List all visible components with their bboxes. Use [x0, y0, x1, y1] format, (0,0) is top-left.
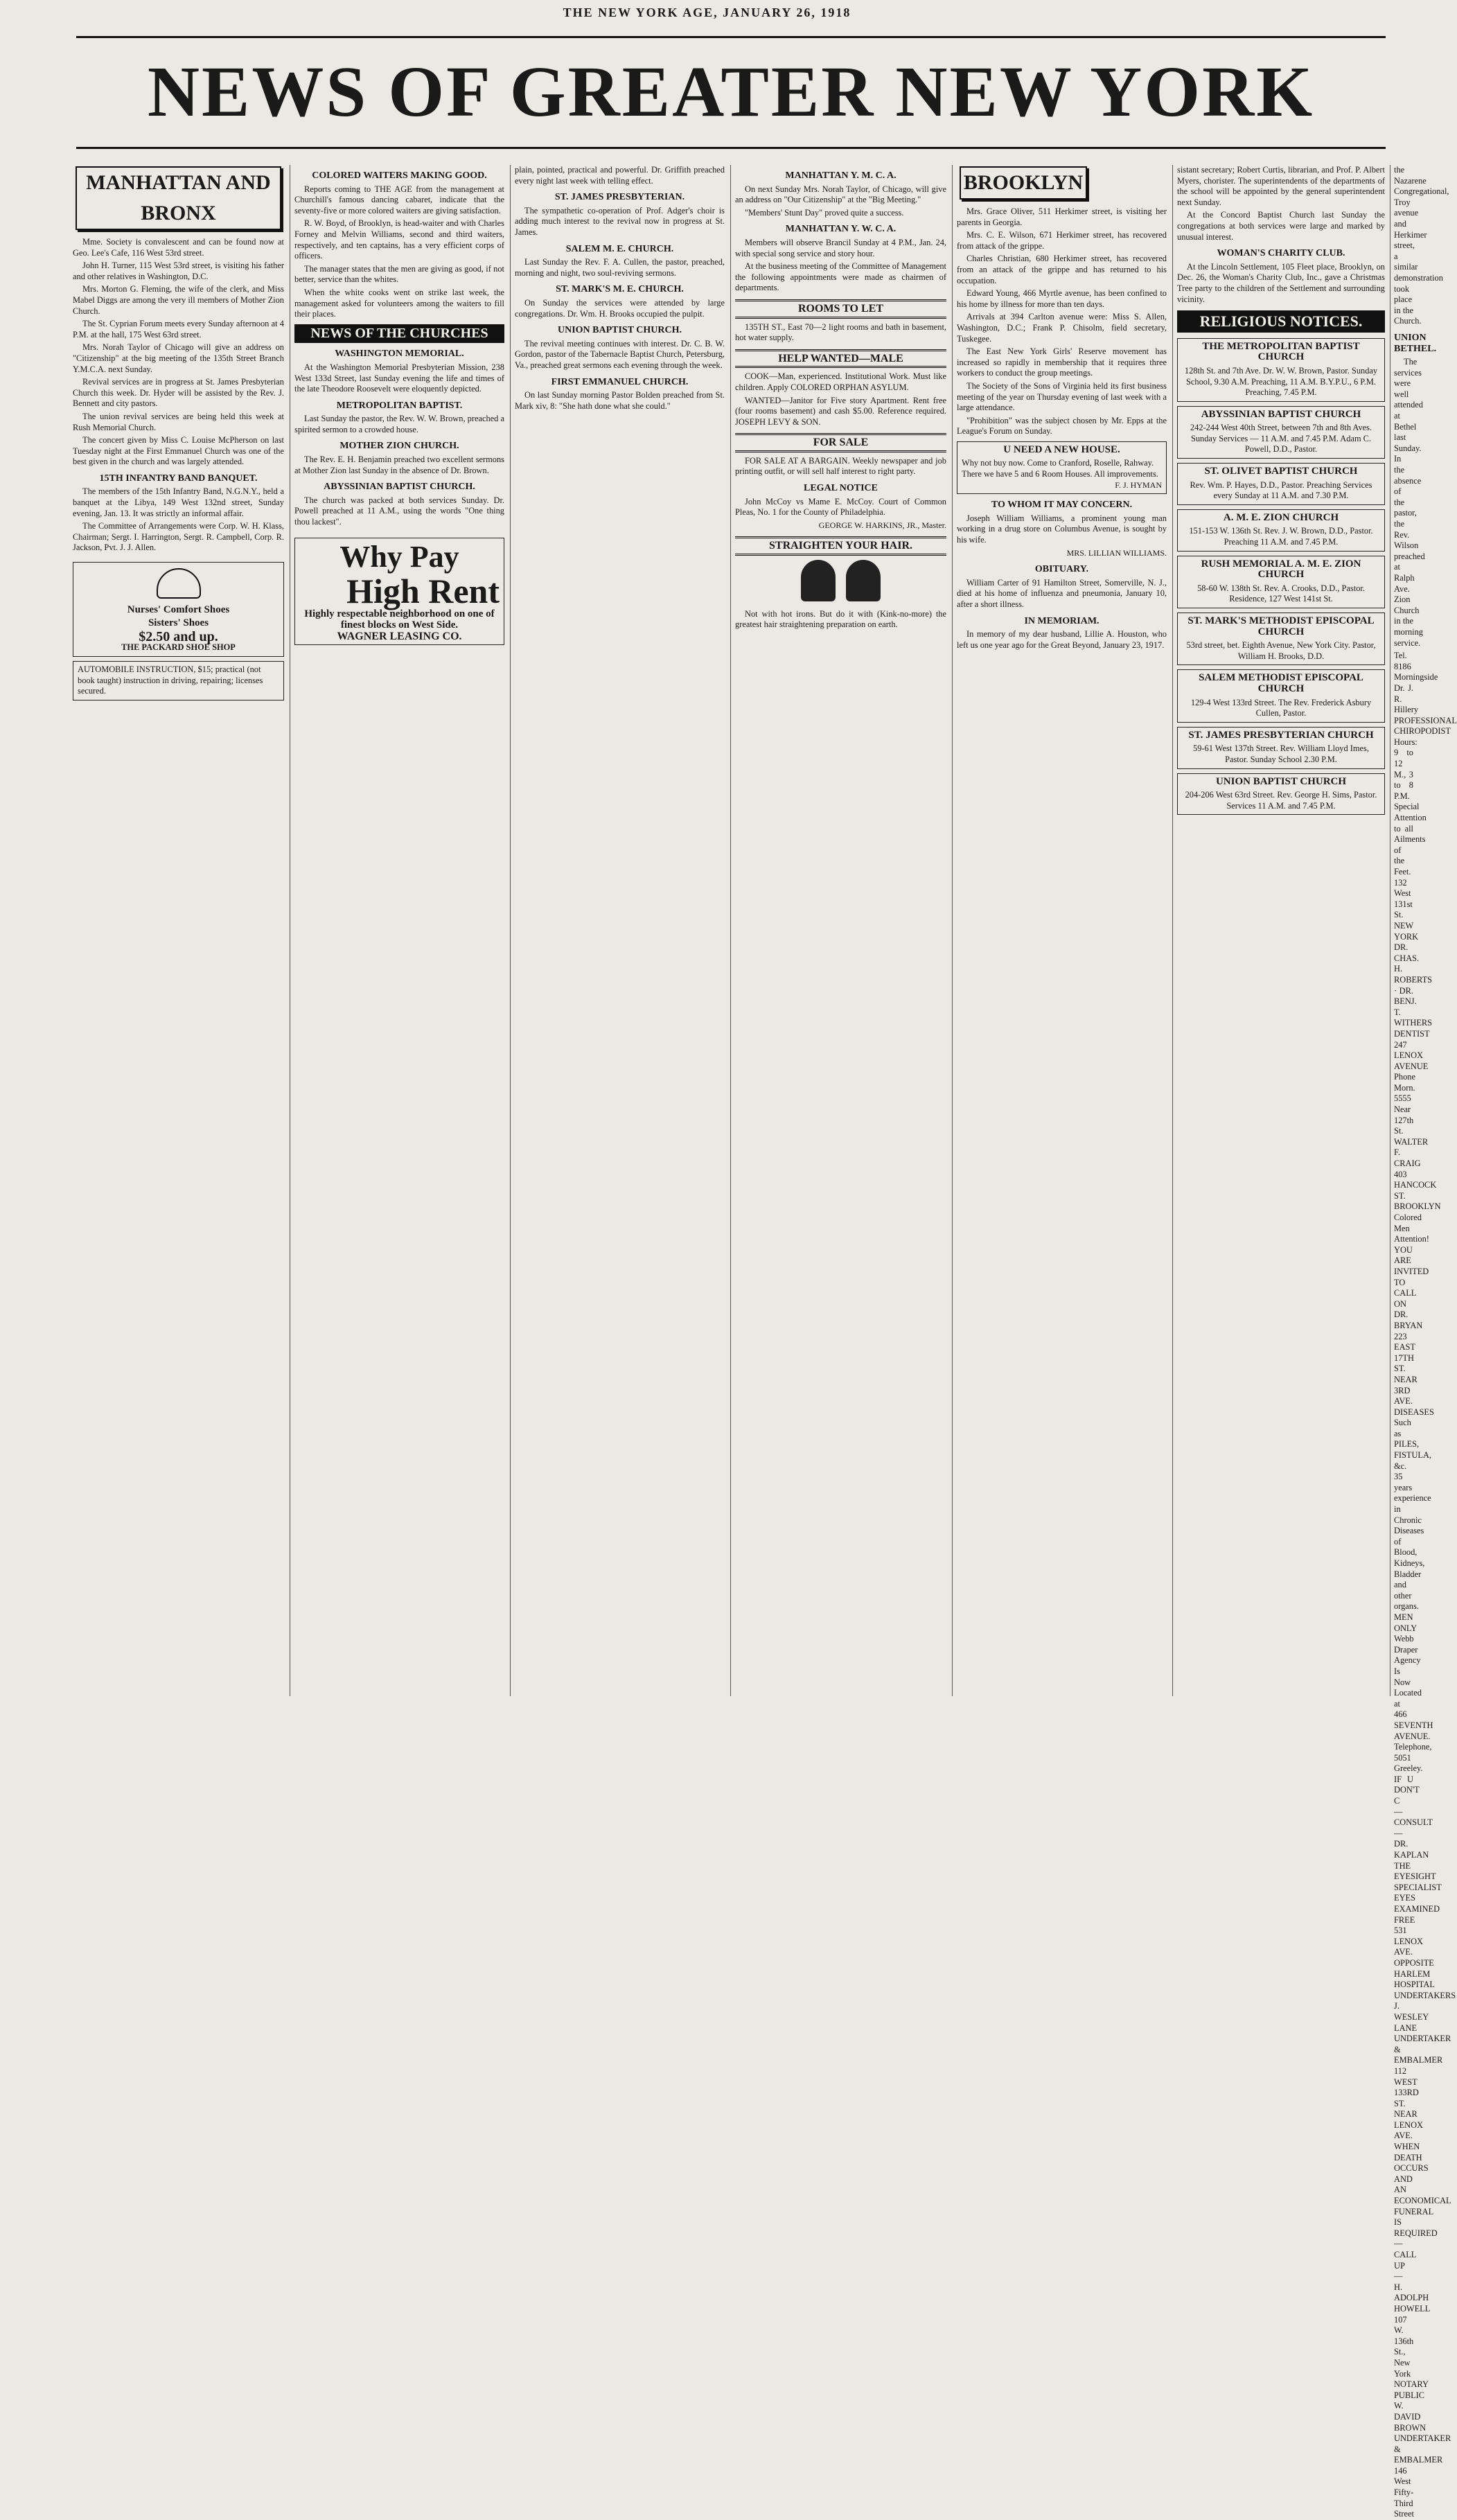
- religious-notices-banner: RELIGIOUS NOTICES.: [1177, 310, 1385, 333]
- article-text: When the white cooks went on strike last week, the management asked for volunteers among the waiters to fill their places.: [294, 287, 504, 319]
- ad-brown-address: 146 West Fifty-Third Street: [1394, 2465, 1414, 2519]
- church-notice-text: 129-4 West 133rd Street. The Rev. Frederick Asbury Cullen, Pastor.: [1190, 697, 1372, 719]
- article-text: The Committee of Arrangements were Corp. W. H. Klass, Chairman; Sergt. I. Harrington, Sergt. R. Campbell, Corp. R. Jackson, Pvt. J. J. Allen.: [73, 521, 284, 553]
- ad-dentist-names: DR. CHAS. H. ROBERTS · DR. BENJ. T. WITHERS: [1394, 942, 1433, 1028]
- church-notice-text: 58-60 W. 138th St. Rev. A. Crooks, D.D., Pastor. Residence, 127 West 141st St.: [1197, 583, 1365, 604]
- ad-dentist-address: 247 LENOX AVENUE: [1394, 1039, 1429, 1071]
- section-heading-undertakers: UNDERTAKERS: [1394, 1990, 1456, 2000]
- classified-heading-for-sale: FOR SALE: [735, 433, 946, 452]
- ad-kaplan-address: 531 LENOX AVE.: [1394, 1926, 1423, 1957]
- article-text: R. W. Boyd, of Brooklyn, is head-waiter and with Charles Forney and Melvin Williams, second and third waiters, respectively, and ten captains, has a very efficient corps of officers.: [294, 218, 504, 261]
- ad-kaplan-opposite: OPPOSITE HARLEM HOSPITAL: [1394, 1957, 1435, 1990]
- ad-howell-top: WHEN DEATH OCCURS AND AN ECONOMICAL FUNERAL IS REQUIRED —CALL UP—: [1394, 2142, 1451, 2282]
- ad-howell-address: 107 W. 136th St., New York: [1394, 2314, 1414, 2379]
- classified-text: WANTED—Janitor for Five story Apartment. Rent free (four rooms basement) and cash $5.00. Reference required. JOSEPH LEVY & SON.: [735, 395, 946, 427]
- church-notice-title: SALEM METHODIST EPISCOPAL CHURCH: [1199, 672, 1363, 694]
- masthead-rule-top: [76, 36, 1386, 38]
- church-notice-text: 128th St. and 7th Ave. Dr. W. W. Brown, Pastor. Sunday School, 9.30 A.M. Preaching, 11 A.M. B.Y.P.U., 6 P.M. Preaching, 7.45 P.M.: [1184, 365, 1378, 398]
- article-heading: ST. MARK'S M. E. CHURCH.: [556, 284, 684, 295]
- article-text: The church was packed at both services Sunday. Dr. Powell preached at 11 A.M., using the words "One thing thou lackest".: [294, 495, 504, 527]
- article-heading: MANHATTAN Y. M. C. A.: [785, 170, 897, 181]
- masthead-rule-bottom: [76, 147, 1386, 149]
- memoriam-heading: IN MEMORIAM.: [1024, 615, 1100, 626]
- ad-lane-title: UNDERTAKER & EMBALMER: [1394, 2034, 1451, 2065]
- ad-signature: F. J. HYMAN: [1115, 479, 1162, 490]
- article-text: Revival services are in progress at St. James Presbyterian Church this week. Dr. Hyder will be assisted by the Rev. J. Bennett and city pastors.: [73, 377, 284, 409]
- church-notice: [1177, 727, 1385, 769]
- ad-text: AUTOMOBILE INSTRUCTION, $15; practical (not book taught) instruction in driving, repairing; licenses secured.: [78, 664, 263, 696]
- article-text: Reports coming to THE AGE from the management at Churchill's famous dancing cabaret, indicate that the seventy-five or more colored waiters are giving satisfaction.: [294, 184, 504, 215]
- obituary-heading: OBITUARY.: [1034, 564, 1089, 575]
- church-notice-title: RUSH MEMORIAL A. M. E. ZION CHURCH: [1201, 558, 1361, 581]
- article-text: The concert given by Miss C. Louise McPherson on last Tuesday night at the First Emmanuel Church was one of the best given in the church and was largely attended.: [73, 435, 284, 467]
- article-text: Charles Christian, 680 Herkimer street, has recovered from an attack of the grippe and has returned to his occupation.: [957, 254, 1167, 285]
- classified-text: COOK—Man, experienced. Institutional Work. Must like children. Apply COLORED ORPHAN ASYLUM.: [735, 371, 946, 392]
- church-notice-text: 242-244 West 40th Street, between 7th and 8th Aves. Sunday Services — 11 A.M. and 7.45 P.M. Adam C. Powell, D.D., Pastor.: [1190, 423, 1372, 455]
- column-rule: [730, 165, 731, 1696]
- column-rule: [510, 165, 511, 1696]
- section-banner-churches: NEWS OF THE CHURCHES: [294, 324, 504, 344]
- ad-chiropodist-text: Hours: 9 to 12 M., 3 to 8 P.M. Special Attention to all Ailments of the Feet. 132 West 131st St. NEW YORK: [1394, 737, 1427, 942]
- ad-illustration: [735, 560, 946, 605]
- ad-bryan-address: 223 EAST 17TH ST. NEAR 3RD AVE.: [1394, 1331, 1418, 1407]
- column-rule: [1172, 165, 1173, 1696]
- ad-bryan-name: DR. BRYAN: [1394, 1310, 1423, 1330]
- church-notice-title: A. M. E. ZION CHURCH: [1223, 511, 1339, 523]
- article-heading: SALEM M. E. CHURCH.: [565, 243, 674, 254]
- ad-telephone: Tel. 8186 Morningside: [1394, 651, 1438, 682]
- classified-heading-rooms: ROOMS TO LET: [735, 299, 946, 319]
- article-text: John H. Turner, 115 West 53rd street, is visiting his father and other relatives in Washington, D.C.: [73, 261, 284, 281]
- article-text: Last Sunday the Rev. F. A. Cullen, the pastor, preached, morning and night, two soul-reviving sermons.: [515, 257, 725, 278]
- ad-dentist-headline: DENTIST: [1394, 1028, 1430, 1039]
- ad-bryan-headline: Attention!: [1394, 1234, 1429, 1244]
- article-text: On Sunday the services were attended by large congregations. Dr. Wm. H. Brooks occupied the pulpit.: [515, 297, 725, 319]
- obituary-text: William Carter of 91 Hamilton Street, Somerville, N. J., died at his home of influenza and pneumonia, January 10, after a short illness.: [957, 577, 1167, 609]
- running-head: THE NEW YORK AGE, JANUARY 26, 1918: [563, 6, 851, 19]
- ad-bryan-men-only: MEN ONLY: [1394, 1612, 1418, 1633]
- article-text: Members will observe Brancil Sunday at 4 P.M., Jan. 24, with special song service and story hour.: [735, 237, 946, 258]
- church-notice: [1177, 773, 1385, 816]
- ad-lane-address: 112 WEST 133RD ST. NEAR LENOX AVE.: [1394, 2065, 1423, 2141]
- article-text: Edward Young, 466 Myrtle avenue, has been confined to his home by illness for more than ten days.: [957, 288, 1167, 309]
- church-notice-text: 151-153 W. 136th St. Rev. J. W. Brown, D.D., Pastor. Preaching 11 A.M. and 7.45 P.M.: [1189, 526, 1373, 547]
- article-text: At the business meeting of the Committee of Management the following appointments were made as chairmen of departments.: [735, 261, 946, 293]
- memoriam-text: In memory of my dear husband, Lillie A. Houston, who left us one year ago for the Great Beyond, January 23, 1917.: [957, 629, 1167, 650]
- ad-headline: Sisters' Shoes: [148, 617, 209, 629]
- column-7: [1394, 165, 1457, 2519]
- article-heading: ST. JAMES PRESBYTERIAN.: [554, 192, 685, 203]
- article-heading: MOTHER ZION CHURCH.: [339, 441, 459, 452]
- ad-howell-name: H. ADOLPH HOWELL: [1394, 2282, 1431, 2314]
- church-notice-text: Rev. Wm. P. Hayes, D.D., Pastor. Preaching Services every Sunday at 11 A.M. and 7.30 P.M.: [1190, 479, 1372, 501]
- article-heading: FIRST EMMANUEL CHURCH.: [551, 376, 689, 387]
- ad-nurses-shoes: [73, 562, 284, 657]
- legal-notice-signature: GEORGE W. HARKINS, JR., Master.: [818, 520, 946, 530]
- column-rule: [952, 165, 953, 1696]
- ad-brown-name: W. DAVID BROWN: [1394, 2401, 1427, 2433]
- article-heading: MANHATTAN Y. W. C. A.: [785, 224, 897, 235]
- ad-text: Why not buy now. Come to Cranford, Roselle, Rahway. There we have 5 and 6 Room Houses. All improvements.: [962, 458, 1158, 479]
- church-notice: [1177, 613, 1385, 665]
- article-heading: METROPOLITAN BAPTIST.: [336, 400, 463, 411]
- article-text: Mrs. Morton G. Fleming, the wife of the clerk, and Miss Mabel Diggs are among the very ill members of Mother Zion Church.: [73, 284, 284, 316]
- ad-chiropodist-name: Dr. J. R. Hillery: [1394, 682, 1419, 715]
- ad-chiropodist-title: PROFESSIONAL CHIROPODIST: [1394, 715, 1457, 737]
- ad-kaplan-consult: —CONSULT—: [1394, 1806, 1433, 1838]
- ad-heading-straighten-hair: STRAIGHTEN YOUR HAIR.: [735, 536, 946, 556]
- ad-kaplan-name: DR. KAPLAN: [1394, 1839, 1429, 1860]
- ad-kaplan-specialty: THE EYESIGHT SPECIALIST: [1394, 1860, 1442, 1892]
- notice-text: Joseph William Williams, a prominent young man working in a drug store on Columbus Avenue, is sought by his wife.: [957, 513, 1167, 545]
- ad-webb-name: Webb Draper Agency: [1394, 1634, 1421, 1666]
- classified-text: FOR SALE AT A BARGAIN. Weekly newspaper and job printing outfit, or will sell half interest to right party.: [735, 455, 946, 477]
- ad-craig-address: 403 HANCOCK ST. BROOKLYN: [1394, 1169, 1441, 1212]
- ad-headline: High Rent: [346, 571, 500, 610]
- column-1: [73, 165, 284, 1696]
- church-notice: [1177, 556, 1385, 608]
- church-notice: [1177, 509, 1385, 552]
- ad-headline: Why Pay: [339, 539, 459, 574]
- article-text: The East New York Girls' Reserve movement has increased so rapidly in membership that it requires three workers to conduct the group meetings.: [957, 346, 1167, 378]
- article-text: The manager states that the men are giving as good, if not better, service than the whites.: [294, 263, 504, 285]
- article-text: Mrs. Norah Taylor of Chicago will give an address on "Citizenship" at the big meeting of the 135th Street Branch Y.M.C.A. next Sunday.: [73, 342, 284, 374]
- church-notice: [1177, 338, 1385, 402]
- ad-company: WAGNER LEASING CO.: [337, 630, 462, 642]
- ad-brown-title: UNDERTAKER & EMBALMER: [1394, 2433, 1451, 2465]
- ad-kaplan-top: IF U DON'T C: [1394, 1774, 1420, 1806]
- notice-heading: TO WHOM IT MAY CONCERN.: [991, 500, 1133, 511]
- legal-notice-text: John McCoy vs Mame E. McCoy. Court of Common Pleas, No. 1 for the County of Philadelphia.: [735, 496, 946, 518]
- classified-text: 135TH ST., East 70—2 light rooms and bath in basement, hot water supply.: [735, 321, 946, 343]
- church-notice-title: THE METROPOLITAN BAPTIST CHURCH: [1202, 340, 1360, 363]
- ad-why-pay-high-rent: [294, 538, 504, 645]
- church-notice-title: ST. JAMES PRESBYTERIAN CHURCH: [1188, 729, 1374, 741]
- ad-bryan-headline: Colored Men: [1394, 1213, 1422, 1233]
- article-heading: ABYSSINIAN BAPTIST CHURCH.: [324, 482, 475, 493]
- church-notice-title: UNION BAPTIST CHURCH: [1215, 775, 1347, 787]
- church-notice-title: ST. MARK'S METHODIST EPISCOPAL CHURCH: [1187, 615, 1375, 637]
- article-text: sistant secretary; Robert Curtis, librarian, and Prof. P. Albert Myers, chorister. The superintendents of the departments of the school will be appointed by the general superintendent next Sunday.: [1177, 165, 1385, 207]
- ad-text: Highly respectable neighborhood on one of finest blocks on West Side.: [304, 608, 495, 631]
- notice-signature: MRS. LILLIAN WILLIAMS.: [1066, 547, 1167, 558]
- article-text: The Society of the Sons of Virginia held its first business meeting of the year on Thursday evening of last week with a large attendance.: [957, 380, 1167, 413]
- article-text: The St. Cyprian Forum meets every Sunday afternoon at 4 P.M. at the hall, 175 West 63rd street.: [73, 319, 284, 340]
- article-text: Mrs. C. E. Wilson, 671 Herkimer street, has recovered from attack of the grippe.: [957, 230, 1167, 251]
- church-notice: [1177, 463, 1385, 505]
- article-text: "Prohibition" was the subject chosen by Mr. Epps at the League's Forum on Sunday.: [957, 415, 1167, 437]
- article-text: Arrivals at 394 Carlton avenue were: Miss S. Allen, Washington, D.C.; Frank P. Chisolm, field secretary, Tuskegee.: [957, 312, 1167, 344]
- portrait-icon: [846, 560, 881, 601]
- article-text: Mrs. Grace Oliver, 511 Herkimer street, is visiting her parents in Georgia.: [957, 206, 1167, 227]
- article-text: The services were well attended at Bethel last Sunday. In the absence of the pastor, the Rev. Wilson preached at Ralph Ave. Zion Church in the morning service.: [1394, 357, 1425, 648]
- article-text: The members of the 15th Infantry Band, N.G.N.Y., held a banquet at the Libya, 149 West 132nd street, Sunday evening, Jan. 13. It was strictly an informal affair.: [73, 486, 284, 518]
- classified-heading-help-wanted: HELP WANTED—MALE: [735, 349, 946, 369]
- ad-webb-text: Is Now Located at 466 SEVENTH AVENUE. Telephone, 5051 Greeley.: [1394, 1666, 1433, 1774]
- ad-lane-name: J. WESLEY LANE: [1394, 2001, 1429, 2033]
- column-4: [735, 165, 946, 1696]
- article-text: plain, pointed, practical and powerful. Dr. Griffith preached every night last week with telling effect.: [515, 165, 725, 186]
- article-text: At the Lincoln Settlement, 105 Fleet place, Brooklyn, on Dec. 26, the Woman's Charity Club, Inc., gave a Christmas Tree party to the children of the Settlement and surrounding vicinity.: [1177, 261, 1385, 304]
- article-text: At the Concord Baptist Church last Sunday the congregations at both services were large and marked by unusual interest.: [1177, 210, 1385, 242]
- ad-text: Not with hot irons. But do it with (Kink-no-more) the greatest hair straightening preparation on earth.: [735, 608, 946, 630]
- church-notice-text: 59-61 West 137th Street. Rev. William Lloyd Imes, Pastor. Sunday School 2.30 P.M.: [1193, 743, 1369, 764]
- column-3: [515, 165, 725, 1696]
- article-text: "Members' Stunt Day" proved quite a success.: [745, 207, 904, 218]
- article-text: The sympathetic co-operation of Prof. Adger's choir is adding much interest to the revival now in progress at St. James.: [515, 205, 725, 237]
- article-text: At the Washington Memorial Presbyterian Mission, 238 West 133d Street, last Sunday evening the life and times of the late Theodore Roosevelt were eloquently depicted.: [294, 362, 504, 394]
- portrait-icon: [801, 560, 836, 601]
- ad-bryan-text: Such as PILES, FISTULA, &c. 35 years experience in Chronic Diseases of Blood, Kidneys, Bladder and other organs.: [1394, 1418, 1432, 1612]
- article-heading: WOMAN'S CHARITY CLUB.: [1217, 248, 1345, 259]
- church-notice: [1177, 406, 1385, 459]
- ad-bryan-invite: YOU ARE INVITED TO CALL ON: [1394, 1244, 1429, 1309]
- section-banner-brooklyn: BROOKLYN: [960, 166, 1087, 200]
- column-6: [1177, 165, 1385, 1696]
- church-notice-title: ST. OLIVET BAPTIST CHURCH: [1204, 466, 1358, 477]
- church-notice-title: ABYSSINIAN BAPTIST CHURCH: [1201, 408, 1361, 420]
- article-text: The Rev. E. H. Benjamin preached two excellent sermons at Mother Zion last Sunday in the absence of Dr. Brown.: [294, 455, 504, 475]
- ad-brown-top: NOTARY PUBLIC: [1394, 2379, 1429, 2400]
- article-heading: 15TH INFANTRY BAND BANQUET.: [99, 473, 258, 484]
- article-text: Mme. Society is convalescent and can be found now at Geo. Lee's Cafe, 116 West 53rd street.: [73, 237, 284, 258]
- article-heading: WASHINGTON MEMORIAL.: [335, 349, 464, 360]
- ad-store-name: THE PACKARD SHOE SHOP: [121, 642, 236, 653]
- church-notice-text: 204-206 West 63rd Street. Rev. George H. Sims, Pastor. Services 11 A.M. and 7.45 P.M.: [1185, 790, 1377, 811]
- church-notice-text: 53rd street, bet. Eighth Avenue, New York City. Pastor, William H. Brooks, D.D.: [1186, 640, 1376, 661]
- ad-headline: U NEED A NEW HOUSE.: [1003, 443, 1120, 455]
- article-heading: UNION BAPTIST CHURCH.: [557, 325, 682, 336]
- ad-automobile-instruction: [73, 661, 284, 701]
- section-banner-manhattan-bronx: MANHATTAN AND BRONX: [76, 166, 281, 230]
- shoe-icon: [157, 568, 201, 599]
- ad-bryan-diseases: DISEASES: [1394, 1407, 1434, 1417]
- article-text: The revival meeting continues with interest. Dr. C. B. W. Gordon, pastor of the Tabernacle Baptist Church, Petersburg, Va., preached great sermons each evening through the week.: [515, 338, 725, 370]
- article-text: Last Sunday the pastor, the Rev. W. W. Brown, preached a spirited sermon to a crowded house.: [294, 414, 504, 434]
- column-2: [294, 165, 504, 1696]
- column-5: [957, 165, 1167, 1696]
- article-heading: UNION BETHEL.: [1394, 332, 1437, 354]
- ad-headline: Nurses' Comfort Shoes: [127, 603, 230, 615]
- ad-new-house: [957, 441, 1167, 494]
- ad-dentist-phone: Phone Morn. 5555 Near 127th St.: [1394, 1072, 1415, 1136]
- ad-craig-name: WALTER F. CRAIG: [1394, 1136, 1429, 1169]
- ad-price: $2.50 and up.: [139, 628, 218, 644]
- article-text: the Nazarene Congregational, Troy avenue and Herkimer street, a similar demonstration took place in the Church.: [1394, 165, 1449, 326]
- article-text: On next Sunday Mrs. Norah Taylor, of Chicago, will give an address on "Our Citizenship" at the "Big Meeting.": [735, 184, 946, 205]
- masthead: NEWS OF GREATER NEW YORK: [147, 52, 1315, 132]
- church-notice: [1177, 669, 1385, 722]
- article-text: The union revival services are being held this week at Rush Memorial Church.: [73, 411, 284, 432]
- article-heading: COLORED WAITERS MAKING GOOD.: [312, 170, 487, 181]
- article-text: On last Sunday morning Pastor Bolden preached from St. Mark xiv, 8: "She hath done what she could.": [515, 390, 725, 411]
- ad-kaplan-free: EYES EXAMINED FREE: [1394, 1893, 1440, 1925]
- legal-notice-heading: LEGAL NOTICE: [804, 483, 878, 494]
